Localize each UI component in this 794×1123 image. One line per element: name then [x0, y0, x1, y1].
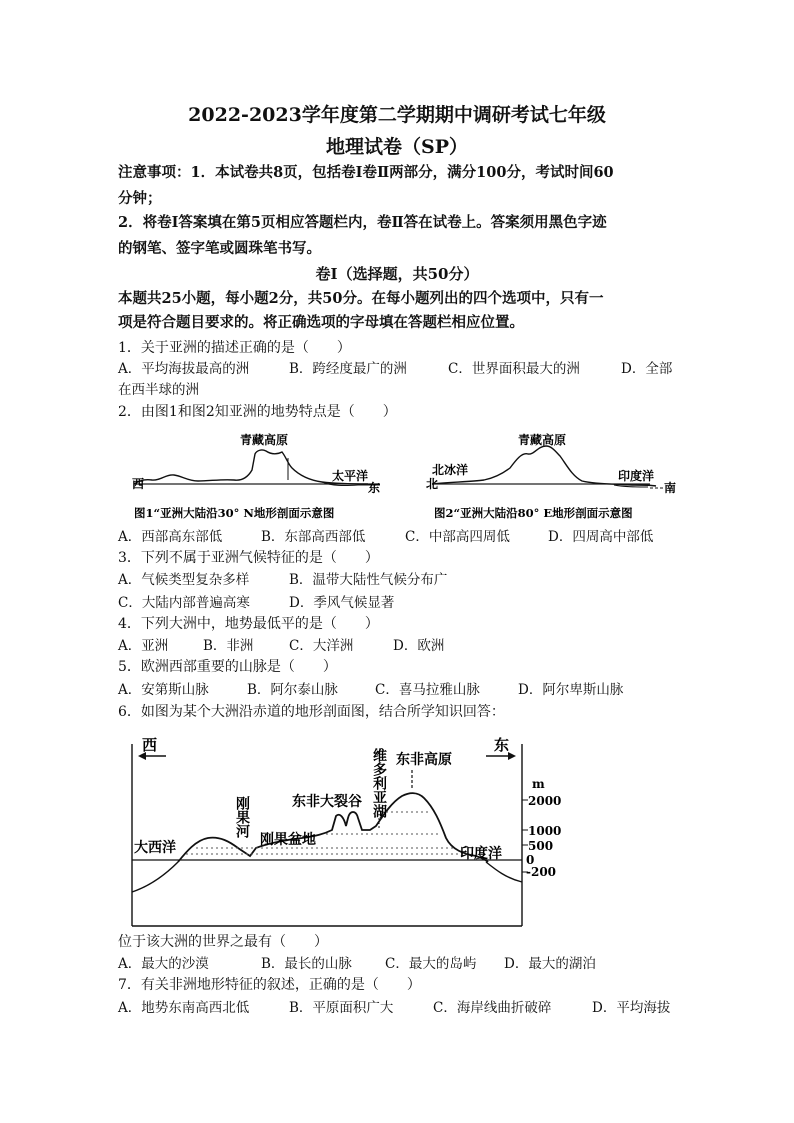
q6-stem: 6．如图为某个大洲沿赤道的地形剖面图，结合所学知识回答： — [118, 704, 505, 720]
fig6-tick-0: 0 — [526, 853, 535, 867]
q3-stem: 3．下列不属于亚洲气候特征的是（ ） — [118, 550, 379, 566]
fig1-west-label: 西 — [132, 477, 145, 491]
q2-option-c: C．中部高四周低 — [405, 529, 510, 545]
q3-option-b: B．温带大陆性气候分布广 — [289, 572, 448, 588]
notes-line-3: 2．将卷Ⅰ答案填在第5页相应答题栏内，卷Ⅱ答在试卷上。答案须用黑色字迹 — [118, 214, 607, 231]
exam-subtitle: 地理试卷（SP） — [325, 136, 468, 158]
asia-30n-profile-figure — [118, 424, 383, 524]
q2-option-a: A．西部高东部低 — [118, 529, 223, 545]
fig1-caption: 图1“亚洲大陆沿30° N地形剖面示意图 — [134, 506, 335, 520]
q4-option-b: B．非洲 — [203, 638, 254, 654]
q2-option-b: B．东部高西部低 — [261, 529, 366, 545]
q6-option-c: C．最大的岛屿 — [385, 956, 477, 972]
q7-stem: 7．有关非洲地形特征的叙述，正确的是（ ） — [118, 977, 421, 993]
q6-stem-2: 位于该大洲的世界之最有（ ） — [118, 934, 328, 950]
q2-option-d: D．四周高中部低 — [548, 529, 654, 545]
q2-stem: 2．由图1和图2知亚洲的地势特点是（ ） — [118, 404, 397, 420]
fig6-atlantic-label: 大西洋 — [134, 840, 176, 856]
q1-option-d-cont: 在西半球的洲 — [118, 382, 199, 398]
q5-option-a: A．安第斯山脉 — [118, 682, 209, 698]
notes-line-1: 注意事项：1．本试卷共8页，包括卷Ⅰ卷Ⅱ两部分，满分100分，考试时间60 — [118, 164, 614, 181]
q1-option-c: C．世界面积最大的洲 — [448, 361, 580, 377]
fig6-victoria-label: 维多利亚湖 — [371, 748, 387, 818]
q4-option-c: C．大洋洲 — [289, 638, 354, 654]
fig6-east-label: 东 — [494, 736, 510, 754]
fig2-south-label: 南 — [664, 481, 677, 495]
fig6-congo-basin-label: 刚果盆地 — [260, 832, 316, 848]
fig1-east-label: 东 — [368, 481, 381, 495]
section-intro-2: 项是符合题目要求的。将正确选项的字母填在答题栏相应位置。 — [118, 314, 524, 331]
q3-option-c: C．大陆内部普遍高寒 — [118, 595, 250, 611]
fig6-rift-label: 东非大裂谷 — [292, 794, 362, 810]
q1-option-d: D．全部 — [621, 361, 673, 377]
q5-option-c: C．喜马拉雅山脉 — [375, 682, 480, 698]
fig6-tick-500: 500 — [528, 839, 554, 853]
q1-option-a: A．平均海拔最高的洲 — [118, 361, 250, 377]
fig6-tick-1000: 1000 — [528, 824, 562, 838]
fig6-west-label: 西 — [142, 736, 158, 754]
q1-option-b: B．跨经度最广的洲 — [289, 361, 407, 377]
q5-stem: 5．欧洲西部重要的山脉是（ ） — [118, 659, 337, 675]
q6-option-a: A．最大的沙漠 — [118, 956, 209, 972]
africa-equator-profile-figure — [126, 726, 562, 930]
q7-option-b: B．平原面积广大 — [289, 1000, 394, 1016]
fig6-plateau-label: 东非高原 — [396, 752, 452, 768]
fig1-ocean-label: 太平洋 — [332, 469, 369, 483]
fig2-north-label: 北 — [426, 477, 439, 491]
q6-option-b: B．最长的山脉 — [261, 956, 352, 972]
q1-stem: 1．关于亚洲的描述正确的是（ ） — [118, 340, 351, 356]
fig2-arctic-label: 北冰洋 — [432, 463, 469, 477]
q3-option-d: D．季风气候显著 — [289, 595, 395, 611]
q7-option-c: C．海岸线曲折破碎 — [433, 1000, 552, 1016]
fig2-caption: 图2“亚洲大陆沿80° E地形剖面示意图 — [434, 506, 633, 520]
asia-80e-profile-figure — [418, 424, 678, 524]
fig2-peak-label: 青藏高原 — [518, 433, 567, 447]
fig6-tick-minus200: -200 — [526, 865, 557, 879]
fig2-indian-label: 印度洋 — [618, 469, 655, 483]
fig6-congo-river-label: 刚果河 — [234, 796, 250, 838]
fig6-tick-2000: 2000 — [528, 794, 562, 808]
exam-title: 2022-2023学年度第二学期期中调研考试七年级 — [188, 104, 606, 126]
fig1-peak-label: 青藏高原 — [240, 433, 289, 447]
q4-option-a: A．亚洲 — [118, 638, 169, 654]
q3-option-a: A．气候类型复杂多样 — [118, 572, 250, 588]
q4-stem: 4．下列大洲中，地势最低平的是（ ） — [118, 616, 379, 632]
q7-option-d: D．平均海拔 — [592, 1000, 671, 1016]
q5-option-b: B．阿尔泰山脉 — [247, 682, 338, 698]
q7-option-a: A．地势东南高西北低 — [118, 1000, 250, 1016]
q4-option-d: D．欧洲 — [393, 638, 445, 654]
section-title: 卷Ⅰ（选择题，共50分） — [315, 265, 479, 283]
notes-line-4: 的钢笔、签字笔或圆珠笔书写。 — [118, 240, 321, 257]
q6-option-d: D．最大的湖泊 — [504, 956, 596, 972]
notes-line-2: 分钟； — [118, 190, 162, 207]
q5-option-d: D．阿尔卑斯山脉 — [518, 682, 624, 698]
fig6-unit-label: m — [532, 777, 545, 791]
fig6-indian-label: 印度洋 — [460, 846, 502, 862]
section-intro-1: 本题共25小题，每小题2分，共50分。在每小题列出的四个选项中，只有一 — [118, 290, 604, 307]
